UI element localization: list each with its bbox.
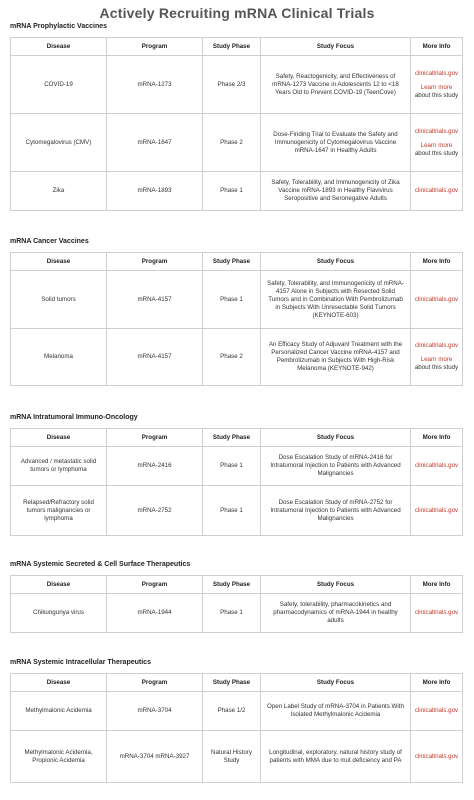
column-header-disease: Disease — [11, 253, 107, 271]
table-row — [11, 692, 463, 731]
column-header-disease: Disease — [11, 576, 107, 594]
table-row — [11, 271, 463, 329]
focus-cell: Safety, Tolerability, and Immunogenicity of mRNA-4157 Alone in Subjects with Resected Solid Tumors and in Combination With Pembrolizumab in Subjects With Unresectable Solid Tumors (KEYNOTE-603) — [261, 271, 411, 329]
clinicaltrials-link[interactable]: clinicaltrials.gov — [414, 609, 459, 616]
column-header-program: Program — [107, 38, 203, 56]
table-row — [11, 172, 463, 211]
phase-cell: Phase 1 — [203, 594, 261, 633]
disease-cell: Methylmalonic Acidemia, Propionic Acidemia — [11, 731, 107, 783]
section-title: mRNA Cancer Vaccines — [10, 238, 89, 245]
trials-table — [10, 428, 463, 536]
program-cell: mRNA-1893 — [107, 172, 203, 211]
section — [10, 560, 463, 633]
more-info-cell — [411, 172, 463, 211]
focus-cell: Safety, Reactogenicity, and Effectiveness of mRNA-1273 Vaccine in Adolescents 12 to <18 Years Old to Prevent COVID-19 (TeenCove) — [261, 56, 411, 114]
clinicaltrials-link[interactable]: clinicaltrials.gov — [414, 752, 459, 760]
table-row — [11, 447, 463, 486]
column-header-info: More Info — [411, 576, 463, 594]
more-info-cell — [411, 731, 463, 783]
section-title: mRNA Systemic Intracellular Therapeutics — [10, 659, 151, 666]
clinicaltrials-link[interactable]: clinicaltrials.gov — [414, 707, 459, 714]
column-header-phase: Study Phase — [203, 576, 261, 594]
clinicaltrials-link[interactable]: clinicaltrials.gov — [414, 295, 459, 303]
table-header-row — [11, 38, 463, 56]
focus-cell: Dose-Finding Trial to Evaluate the Safety and Immunogenicity of Cytomegalovirus Vaccine mRNA-1647 in Healthy Adults — [261, 114, 411, 172]
phase-cell: Phase 2 — [203, 329, 261, 386]
section-title: mRNA Systemic Secreted & Cell Surface Therapeutics — [10, 561, 191, 568]
table-row — [11, 486, 463, 536]
column-header-info: More Info — [411, 38, 463, 56]
program-cell: mRNA-2752 — [107, 486, 203, 536]
trials-table — [10, 37, 463, 211]
table-row — [11, 329, 463, 386]
table-row — [11, 56, 463, 114]
learn-more-link[interactable]: Learn more — [420, 83, 453, 91]
column-header-program: Program — [107, 576, 203, 594]
table-row — [11, 594, 463, 633]
clinicaltrials-link[interactable]: clinicaltrials.gov — [414, 462, 459, 469]
disease-cell: Solid tumors — [11, 271, 107, 329]
column-header-disease: Disease — [11, 429, 107, 447]
program-cell: mRNA-1944 — [107, 594, 203, 633]
column-header-program: Program — [107, 674, 203, 692]
focus-cell: Dose Escalation Study of mRNA-2752 for Intratumoral Injection to Patients with Advanced Malignancies — [261, 486, 411, 536]
table-row — [11, 731, 463, 783]
disease-cell: Cytomegalovirus (CMV) — [11, 114, 107, 172]
phase-cell: Phase 2/3 — [203, 56, 261, 114]
clinicaltrials-link[interactable]: clinicaltrials.gov — [414, 506, 459, 514]
section-title: mRNA Prophylactic Vaccines — [10, 23, 108, 30]
section — [10, 413, 463, 536]
trials-table — [10, 673, 463, 783]
disease-cell: Melanoma — [11, 329, 107, 386]
column-header-disease: Disease — [11, 674, 107, 692]
about-study-text: about this study — [414, 149, 459, 157]
focus-cell: Dose Escalation Study of mRNA-2416 for Intratumoral Injection to Patients with Advanced Malignancies — [261, 447, 411, 486]
column-header-info: More Info — [411, 674, 463, 692]
section — [10, 237, 463, 386]
table-header-row — [11, 576, 463, 594]
trials-table — [10, 575, 463, 633]
phase-cell: Natural History Study — [203, 731, 261, 783]
table-header-row — [11, 429, 463, 447]
focus-cell: Open Label Study of mRNA-3704 in Patients With Isolated Methylmalonic Acidemia — [261, 692, 411, 731]
column-header-focus: Study Focus — [261, 674, 411, 692]
table-row — [11, 114, 463, 172]
column-header-focus: Study Focus — [261, 429, 411, 447]
column-header-program: Program — [107, 429, 203, 447]
phase-cell: Phase 1 — [203, 447, 261, 486]
column-header-program: Program — [107, 253, 203, 271]
learn-more-link[interactable]: Learn more — [420, 141, 453, 149]
column-header-focus: Study Focus — [261, 38, 411, 56]
program-cell: mRNA-1273 — [107, 56, 203, 114]
section — [10, 658, 463, 783]
focus-cell: Safety, tolerability, pharmacokinetics and pharmacodynamics of mRNA-1944 in healthy adults — [261, 594, 411, 633]
column-header-phase: Study Phase — [203, 429, 261, 447]
phase-cell: Phase 1 — [203, 486, 261, 536]
more-info-cell — [411, 56, 463, 114]
more-info-cell — [411, 271, 463, 329]
trials-table — [10, 252, 463, 386]
column-header-phase: Study Phase — [203, 674, 261, 692]
clinicaltrials-link[interactable]: clinicaltrials.gov — [414, 187, 459, 194]
column-header-phase: Study Phase — [203, 253, 261, 271]
program-cell: mRNA-3704 mRNA-3927 — [107, 731, 203, 783]
column-header-info: More Info — [411, 429, 463, 447]
phase-cell: Phase 1 — [203, 172, 261, 211]
disease-cell: Advanced / metastatic solid tumors or lymphoma — [11, 447, 107, 486]
program-cell: mRNA-1647 — [107, 114, 203, 172]
section-title: mRNA Intratumoral Immuno-Oncology — [10, 414, 138, 421]
column-header-focus: Study Focus — [261, 253, 411, 271]
learn-more-link[interactable]: Learn more — [420, 356, 453, 363]
page-title: Actively Recruiting mRNA Clinical Trials — [99, 5, 375, 21]
column-header-phase: Study Phase — [203, 38, 261, 56]
disease-cell: Methylmalonic Acidemia — [11, 692, 107, 731]
phase-cell: Phase 1 — [203, 271, 261, 329]
phase-cell: Phase 2 — [203, 114, 261, 172]
disease-cell: Chikungunya virus — [11, 594, 107, 633]
more-info-cell — [411, 114, 463, 172]
program-cell: mRNA-4157 — [107, 329, 203, 386]
clinicaltrials-link[interactable]: clinicaltrials.gov — [414, 69, 459, 77]
column-header-focus: Study Focus — [261, 576, 411, 594]
more-info-cell — [411, 594, 463, 633]
focus-cell: Safety, Tolerability, and Immunogenicity of Zika Vaccine mRNA-1893 in Healthy Flavivirus Seropositive and Seronegative Adults — [261, 172, 411, 211]
more-info-cell — [411, 486, 463, 536]
disease-cell: Zika — [11, 172, 107, 211]
program-cell: mRNA-2416 — [107, 447, 203, 486]
more-info-cell — [411, 447, 463, 486]
table-header-row — [11, 253, 463, 271]
more-info-cell — [411, 329, 463, 386]
more-info-cell — [411, 692, 463, 731]
program-cell: mRNA-3704 — [107, 692, 203, 731]
clinicaltrials-link[interactable]: clinicaltrials.gov — [414, 127, 459, 135]
focus-cell: Longitudinal, exploratory, natural history study of patients with MMA due to mut deficiency and PA — [261, 731, 411, 783]
table-header-row — [11, 674, 463, 692]
column-header-info: More Info — [411, 253, 463, 271]
clinicaltrials-link[interactable]: clinicaltrials.gov — [414, 342, 459, 349]
phase-cell: Phase 1/2 — [203, 692, 261, 731]
about-study-text: about this study — [414, 364, 459, 371]
disease-cell: COVID-19 — [11, 56, 107, 114]
disease-cell: Relapsed/Refractory solid tumors malignancies or lymphoma — [11, 486, 107, 536]
section — [10, 22, 463, 211]
about-study-text: about this study — [414, 91, 459, 99]
column-header-disease: Disease — [11, 38, 107, 56]
program-cell: mRNA-4157 — [107, 271, 203, 329]
focus-cell: An Efficacy Study of Adjuvant Treatment with the Personalized Cancer Vaccine mRNA-4157 and Pembrolizumab in Subjects With High-Risk Melanoma (KEYNOTE-942) — [261, 329, 411, 386]
